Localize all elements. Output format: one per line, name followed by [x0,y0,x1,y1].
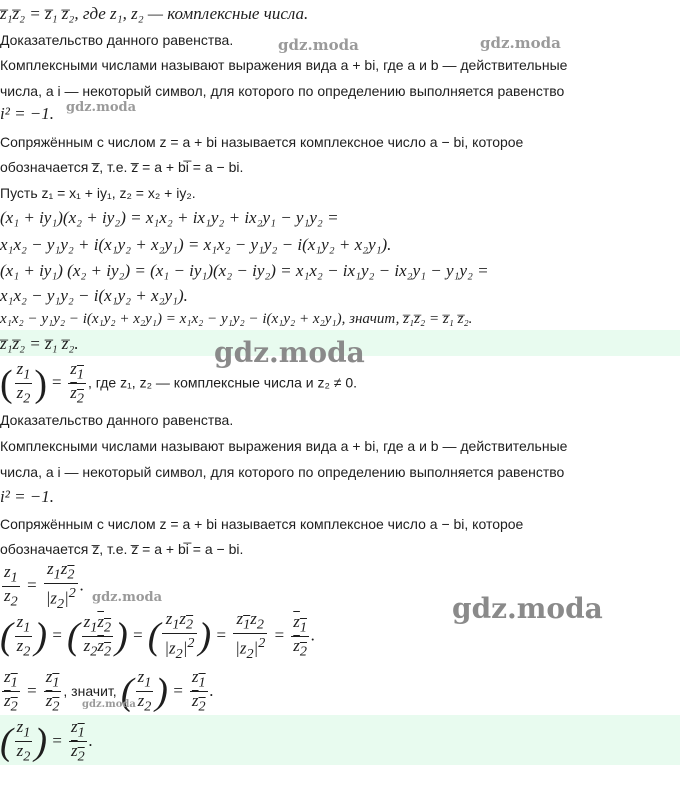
result-2: ( $\frac{z_1}{z_2}$ ) = $\frac{z_1}{z_2}$ . [0,718,93,765]
watermark: gdz.moda [92,590,163,605]
watermark: gdz.moda [480,34,561,52]
definition-line-3: i² = −1. [0,104,55,123]
result-1: z̅₁z̅₂ = z̅₁ z̅₂. [0,334,79,353]
calc-line-4: x₁x₂ − y₁y₂ − i(x₁y₂ + x₂y₁). [0,286,188,305]
conjugate-line-3: Сопряжённым с числом z = a + bi называется комплексное число a − bi, которое [0,516,524,532]
watermark: gdz.moda [82,699,136,710]
conjugate-line-4: обозначается z̅, т.е. z̅ = a + bi̅ = a − bi. [0,541,244,557]
calc-line-3: (x₁ + iy₁) (x₂ + iy₂) = (x₁ − iy₁)(x₂ − iy₂) = x₁x₂ − ix₁y₂ − ix₂y₁ − y₁y₂ = [0,261,489,280]
definition-line-5: числа, а i — некоторый символ, для которого по определению выполняется равенство [0,464,565,480]
fraction-line-3: $\frac{z_1}{z_2}$ = $\frac{z_1}{z_2}$ , значит, ( $\frac{z_1}{z_2}$ ) = $\frac{z_1}{z_2}$ . [4,668,214,715]
definition-line-4: Комплексными числами называют выражения вида a + bi, где a и b — действительные [0,438,568,454]
calc-line-2: x₁x₂ − y₁y₂ + i(x₁y₂ + x₂y₁) = x₁x₂ − y₁y₂ − i(x₁y₂ + x₂y₁). [0,235,392,254]
watermark: gdz.moda [452,592,603,625]
proof-title-2: Доказательство данного равенства. [0,412,234,428]
watermark: gdz.moda [214,336,365,369]
conjugate-line-2: обозначается z̅, т.е. z̅ = a + bi̅ = a − bi. [0,159,244,175]
definition-line-6: i² = −1. [0,487,55,506]
fraction-line-2: ( $\frac{z_1}{z_2}$ ) = ( $\frac{z_1z_2}{z_2z_2}$ ) = ( $\frac{z_1z_2}{|z_2|^2}$ ) = $\frac{z_1z_2}{|z_2|^2}$ = $\frac{z_1}{z_2}$ . [0,610,316,663]
fraction-line-1: $\frac{z_1}{z_2}$ = $\frac{z_1z_2}{|z_2|^2}$ . [4,560,85,608]
definition-line-2: числа, а i — некоторый символ, для которого по определению выполняется равенство [0,83,565,99]
statement-2-text: , где z₁, z₂ — комплексные числа и z₂ ≠ 0. [87,374,358,391]
definition-line-1: Комплексными числами называют выражения вида a + bi, где a и b — действительные [0,57,568,73]
calc-line-5: x₁x₂ − y₁y₂ − i(x₁y₂ + x₂y₁) = x₁x₂ − y₁y₂ − i(x₁y₂ + x₂y₁), значит, z̅₁z̅₂ = z̅₁ z̅₂. [0,311,473,327]
statement-2: ( $\frac{z_1}{z_2}$ ) = $\frac{z_1}{z_2}$ , где z₁, z₂ — комплексные числа и z₂ ≠ 0. [0,360,358,406]
let-line: Пусть z₁ = x₁ + iy₁, z₂ = x₂ + iy₂. [0,185,196,201]
conjugate-line-1: Сопряжённым с числом z = a + bi называется комплексное число a − bi, которое [0,134,524,150]
watermark: gdz.moda [66,100,137,115]
proof-title-1: Доказательство данного равенства. [0,32,234,48]
calc-line-1: (x₁ + iy₁)(x₂ + iy₂) = x₁x₂ + ix₁y₂ + ix₂y₁ − y₁y₂ = [0,208,339,227]
statement-1: z̅₁z̅₂ = z̅₁ z̅₂, где z₁, z₂ — комплексные числа. [0,4,309,23]
watermark: gdz.moda [278,36,359,54]
